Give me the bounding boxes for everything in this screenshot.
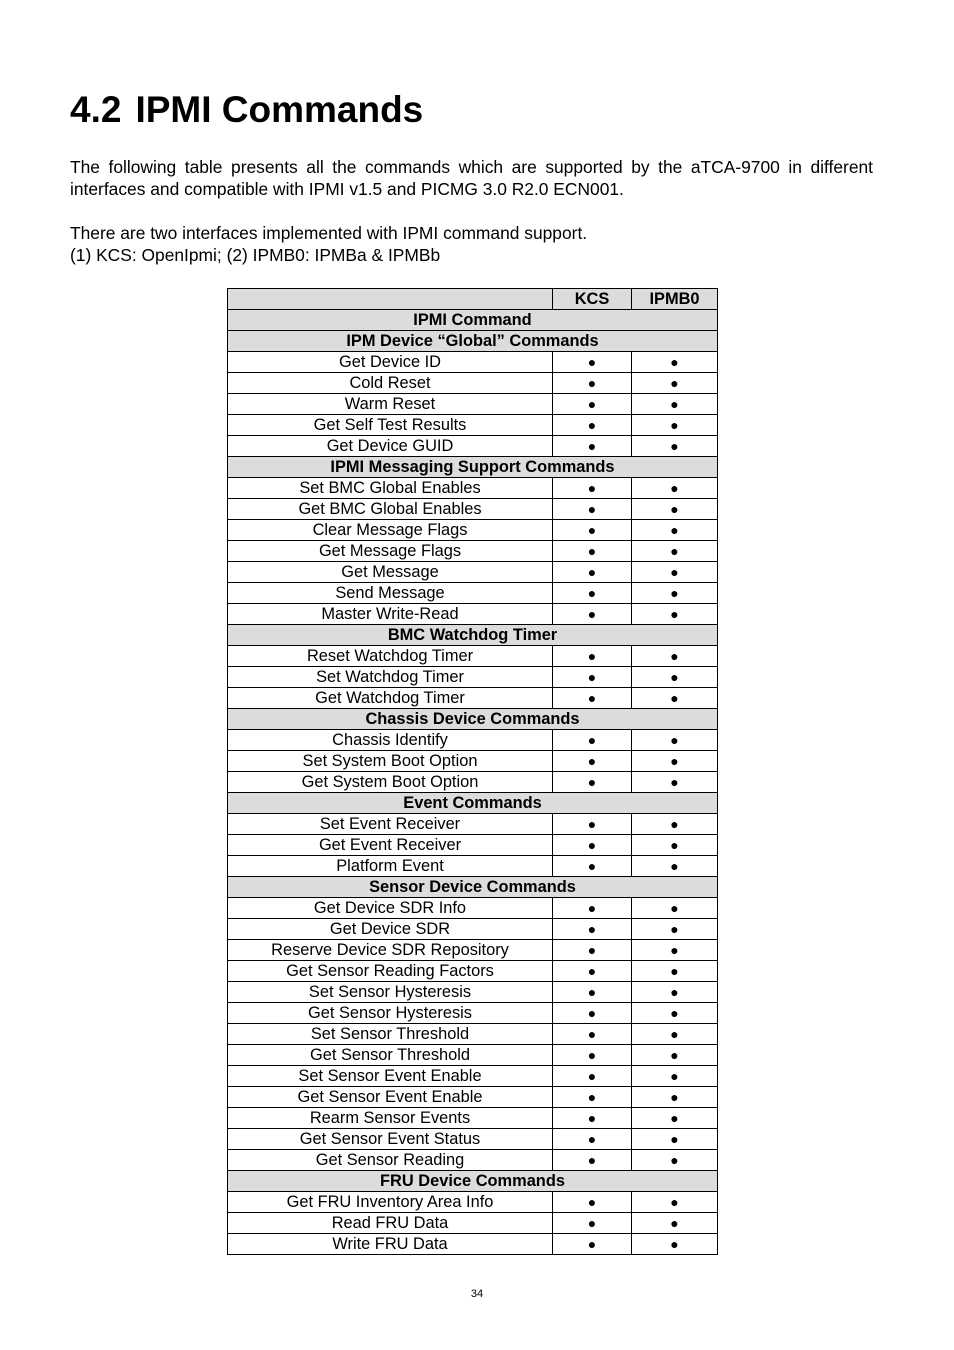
table-body (228, 289, 718, 1255)
table-row (228, 940, 718, 961)
command-name-cell: Rearm Sensor Events (228, 1108, 553, 1129)
table-row (228, 856, 718, 877)
table-row (228, 1108, 718, 1129)
table-row (228, 730, 718, 751)
ipmb0-supported-mark: ● (632, 436, 718, 457)
ipmb0-supported-mark: ● (632, 415, 718, 436)
ipmb0-supported-mark: ● (632, 478, 718, 499)
kcs-supported-mark: ● (553, 814, 632, 835)
command-name-cell: Set Sensor Event Enable (228, 1066, 553, 1087)
command-name-cell: Chassis Identify (228, 730, 553, 751)
kcs-supported-mark: ● (553, 1129, 632, 1150)
kcs-supported-mark: ● (553, 583, 632, 604)
table-row (228, 478, 718, 499)
kcs-supported-mark: ● (553, 436, 632, 457)
kcs-supported-mark: ● (553, 541, 632, 562)
ipmb0-supported-mark: ● (632, 1150, 718, 1171)
command-name-cell: Get Sensor Reading (228, 1150, 553, 1171)
command-name-cell: Master Write-Read (228, 604, 553, 625)
kcs-supported-mark: ● (553, 772, 632, 793)
kcs-supported-mark: ● (553, 1087, 632, 1108)
ipmb0-supported-mark: ● (632, 814, 718, 835)
kcs-supported-mark: ● (553, 520, 632, 541)
command-name-cell: Get Self Test Results (228, 415, 553, 436)
command-name-cell: Send Message (228, 583, 553, 604)
kcs-supported-mark: ● (553, 982, 632, 1003)
ipmb0-supported-mark: ● (632, 1129, 718, 1150)
command-name-cell: Get System Boot Option (228, 772, 553, 793)
table-row (228, 562, 718, 583)
command-name-cell: Reserve Device SDR Repository (228, 940, 553, 961)
table-row (228, 436, 718, 457)
table-row (228, 772, 718, 793)
kcs-supported-mark: ● (553, 667, 632, 688)
table-row (228, 1213, 718, 1234)
section-title-cell: IPM Device “Global” Commands (228, 331, 718, 352)
ipmb0-supported-mark: ● (632, 667, 718, 688)
kcs-supported-mark: ● (553, 604, 632, 625)
caption-cell: IPMI Command (228, 310, 718, 331)
table-row (228, 1192, 718, 1213)
section-title: IPMI Commands (135, 89, 424, 130)
ipmb0-supported-mark: ● (632, 751, 718, 772)
command-name-cell: Get Sensor Threshold (228, 1045, 553, 1066)
table-row (228, 919, 718, 940)
table-row (228, 373, 718, 394)
section-header-row (228, 457, 718, 478)
table-row (228, 352, 718, 373)
section-title-cell: FRU Device Commands (228, 1171, 718, 1192)
table-row (228, 415, 718, 436)
ipmb0-supported-mark: ● (632, 772, 718, 793)
ipmb0-supported-mark: ● (632, 1192, 718, 1213)
command-name-cell: Get BMC Global Enables (228, 499, 553, 520)
header-kcs: KCS (553, 289, 632, 310)
table-row (228, 898, 718, 919)
kcs-supported-mark: ● (553, 1234, 632, 1255)
ipmb0-supported-mark: ● (632, 541, 718, 562)
kcs-supported-mark: ● (553, 898, 632, 919)
table-row (228, 1003, 718, 1024)
ipmb0-supported-mark: ● (632, 1234, 718, 1255)
ipmb0-supported-mark: ● (632, 499, 718, 520)
command-name-cell: Platform Event (228, 856, 553, 877)
ipmb0-supported-mark: ● (632, 940, 718, 961)
command-name-cell: Set Sensor Hysteresis (228, 982, 553, 1003)
table-row (228, 583, 718, 604)
command-name-cell: Set System Boot Option (228, 751, 553, 772)
ipmb0-supported-mark: ● (632, 562, 718, 583)
table-row (228, 982, 718, 1003)
ipmb0-supported-mark: ● (632, 835, 718, 856)
ipmb0-supported-mark: ● (632, 688, 718, 709)
command-name-cell: Set BMC Global Enables (228, 478, 553, 499)
table-row (228, 1087, 718, 1108)
table-row (228, 835, 718, 856)
kcs-supported-mark: ● (553, 1045, 632, 1066)
ipmb0-supported-mark: ● (632, 1045, 718, 1066)
ipmb0-supported-mark: ● (632, 604, 718, 625)
kcs-supported-mark: ● (553, 1213, 632, 1234)
table-row (228, 541, 718, 562)
section-title-cell: IPMI Messaging Support Commands (228, 457, 718, 478)
table-row (228, 751, 718, 772)
table-row (228, 394, 718, 415)
command-name-cell: Set Watchdog Timer (228, 667, 553, 688)
ipmb0-supported-mark: ● (632, 856, 718, 877)
table-row (228, 1045, 718, 1066)
section-header-row (228, 331, 718, 352)
ipmb0-supported-mark: ● (632, 1066, 718, 1087)
command-name-cell: Clear Message Flags (228, 520, 553, 541)
interfaces-line-1: There are two interfaces implemented with IPMI command support. (70, 223, 588, 243)
kcs-supported-mark: ● (553, 1150, 632, 1171)
command-name-cell: Get Message (228, 562, 553, 583)
table-row (228, 688, 718, 709)
command-name-cell: Set Event Receiver (228, 814, 553, 835)
command-name-cell: Get Device ID (228, 352, 553, 373)
interfaces-paragraph (70, 222, 873, 266)
section-title-cell: Chassis Device Commands (228, 709, 718, 730)
header-ipmb0: IPMB0 (632, 289, 718, 310)
kcs-supported-mark: ● (553, 688, 632, 709)
table-row (228, 667, 718, 688)
kcs-supported-mark: ● (553, 394, 632, 415)
command-name-cell: Get Sensor Event Enable (228, 1087, 553, 1108)
section-header-row (228, 1171, 718, 1192)
command-name-cell: Reset Watchdog Timer (228, 646, 553, 667)
ipmb0-supported-mark: ● (632, 646, 718, 667)
table-row (228, 1024, 718, 1045)
command-name-cell: Get Device GUID (228, 436, 553, 457)
table-row (228, 1066, 718, 1087)
ipmb0-supported-mark: ● (632, 898, 718, 919)
interfaces-line-2: (1) KCS: OpenIpmi; (2) IPMB0: IPMBa & IPMBb (70, 245, 441, 265)
ipmb0-supported-mark: ● (632, 520, 718, 541)
ipmb0-supported-mark: ● (632, 1108, 718, 1129)
kcs-supported-mark: ● (553, 961, 632, 982)
command-name-cell: Get Sensor Reading Factors (228, 961, 553, 982)
command-name-cell: Get FRU Inventory Area Info (228, 1192, 553, 1213)
section-header-row (228, 709, 718, 730)
section-title-cell: Event Commands (228, 793, 718, 814)
table-row (228, 604, 718, 625)
section-heading (70, 86, 423, 134)
command-name-cell: Get Sensor Event Status (228, 1129, 553, 1150)
kcs-supported-mark: ● (553, 919, 632, 940)
command-name-cell: Get Message Flags (228, 541, 553, 562)
ipmb0-supported-mark: ● (632, 1003, 718, 1024)
table-row (228, 499, 718, 520)
command-name-cell: Warm Reset (228, 394, 553, 415)
table-header-row (228, 289, 718, 310)
kcs-supported-mark: ● (553, 373, 632, 394)
ipmb0-supported-mark: ● (632, 373, 718, 394)
ipmb0-supported-mark: ● (632, 583, 718, 604)
kcs-supported-mark: ● (553, 1003, 632, 1024)
section-number: 4.2 (70, 89, 122, 130)
ipmb0-supported-mark: ● (632, 982, 718, 1003)
command-name-cell: Write FRU Data (228, 1234, 553, 1255)
table-row (228, 520, 718, 541)
table-row (228, 1129, 718, 1150)
command-name-cell: Read FRU Data (228, 1213, 553, 1234)
kcs-supported-mark: ● (553, 856, 632, 877)
page-number: 34 (470, 1288, 484, 1300)
kcs-supported-mark: ● (553, 1192, 632, 1213)
kcs-supported-mark: ● (553, 478, 632, 499)
ipmb0-supported-mark: ● (632, 1087, 718, 1108)
command-name-cell: Cold Reset (228, 373, 553, 394)
ipmb0-supported-mark: ● (632, 352, 718, 373)
command-name-cell: Get Event Receiver (228, 835, 553, 856)
ipmb0-supported-mark: ● (632, 1024, 718, 1045)
kcs-supported-mark: ● (553, 835, 632, 856)
kcs-supported-mark: ● (553, 751, 632, 772)
table-row (228, 1234, 718, 1255)
command-name-cell: Get Watchdog Timer (228, 688, 553, 709)
command-name-cell: Get Device SDR Info (228, 898, 553, 919)
command-name-cell: Get Sensor Hysteresis (228, 1003, 553, 1024)
intro-paragraph: The following table presents all the commands which are supported by the aTCA-9700 in different interfaces and compatible with IPMI v1.5 and PICMG 3.0 R2.0 ECN001. (70, 157, 873, 199)
kcs-supported-mark: ● (553, 1066, 632, 1087)
table-row (228, 961, 718, 982)
ipmb0-supported-mark: ● (632, 961, 718, 982)
table-row (228, 646, 718, 667)
ipmb0-supported-mark: ● (632, 1213, 718, 1234)
ipmb0-supported-mark: ● (632, 394, 718, 415)
caption-row (228, 310, 718, 331)
kcs-supported-mark: ● (553, 415, 632, 436)
ipmb0-supported-mark: ● (632, 919, 718, 940)
section-header-row (228, 793, 718, 814)
kcs-supported-mark: ● (553, 562, 632, 583)
command-name-cell: Set Sensor Threshold (228, 1024, 553, 1045)
ipmi-commands-table (227, 288, 718, 1255)
section-title-cell: BMC Watchdog Timer (228, 625, 718, 646)
kcs-supported-mark: ● (553, 730, 632, 751)
kcs-supported-mark: ● (553, 646, 632, 667)
ipmb0-supported-mark: ● (632, 730, 718, 751)
header-blank-cell (228, 289, 553, 310)
command-name-cell: Get Device SDR (228, 919, 553, 940)
table-row (228, 814, 718, 835)
section-header-row (228, 877, 718, 898)
kcs-supported-mark: ● (553, 499, 632, 520)
section-header-row (228, 625, 718, 646)
kcs-supported-mark: ● (553, 1108, 632, 1129)
kcs-supported-mark: ● (553, 352, 632, 373)
table-row (228, 1150, 718, 1171)
kcs-supported-mark: ● (553, 1024, 632, 1045)
section-title-cell: Sensor Device Commands (228, 877, 718, 898)
kcs-supported-mark: ● (553, 940, 632, 961)
